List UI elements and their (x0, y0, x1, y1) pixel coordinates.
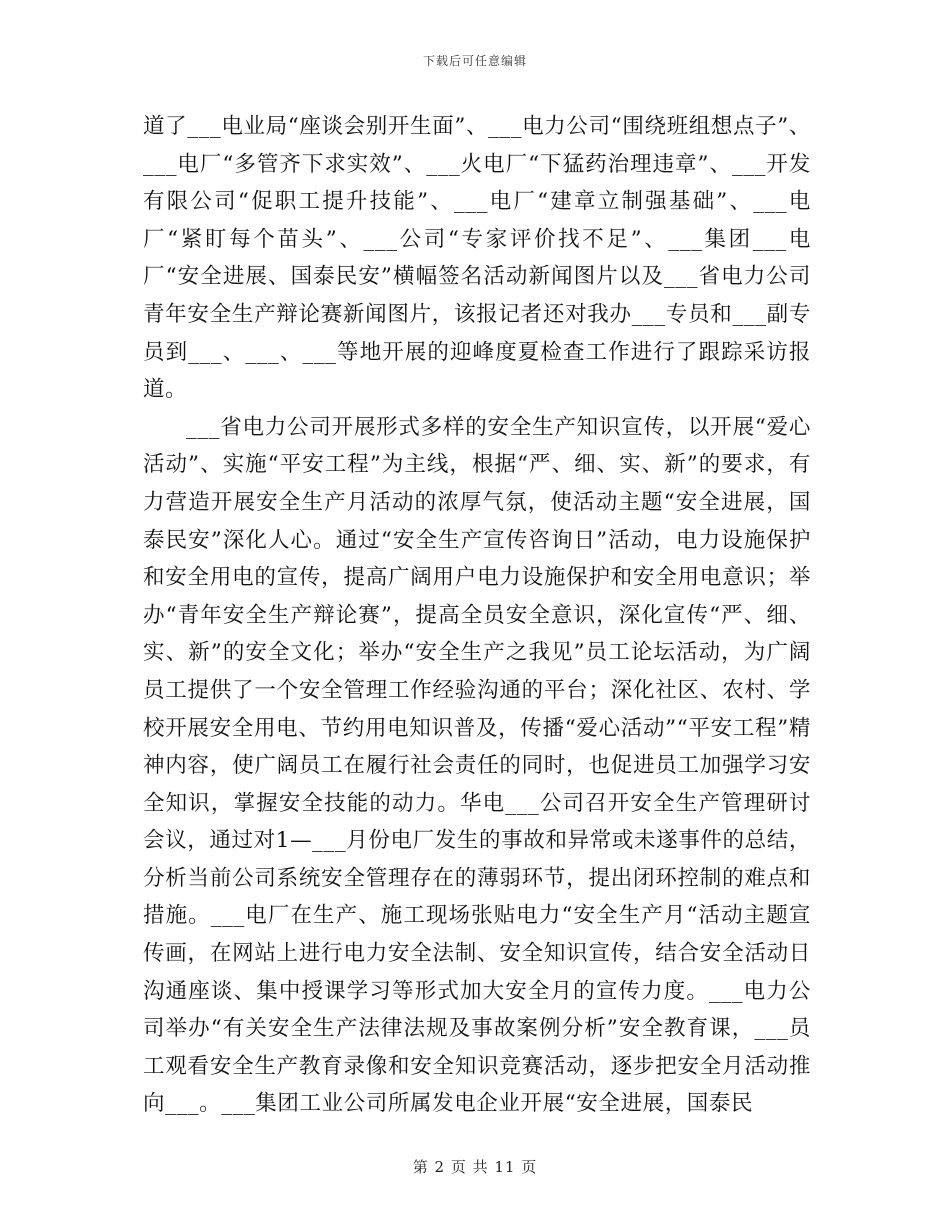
page-footer: 第 2 页 共 11 页 (412, 1158, 538, 1176)
paragraph-1: 道了___电业局“座谈会别开生面”、___电力公司“围绕班组想点子”、___电厂“多管齐下求实效”、___火电厂“下猛药治理违章”、___开发有限公司“促职工提升技能”、___电厂“建章立制强基础”、___电厂“紧盯每个苗头”、___公司“专家评价找不足”、___集团___电厂“安全进展、国泰民安”横幅签名活动新闻图片以及___省电力公司青年安全生产辩论赛新闻图片，该报记者还对我办___专员和___副专员到___、___、___等地开展的迎峰度夏检查工作进行了跟踪采访报道。 (143, 114, 811, 403)
page-header: 下载后可任意编辑 (422, 54, 527, 68)
paragraph-2: ___省电力公司开展形式多样的安全生产知识宣传，以开展“爱心活动”、实施“平安工程”为主线，根据“严、细、实、新”的要求，有力营造开展安全生产月活动的浓厚气氛，使活动主题“安全进展，国泰民安”深化人心。通过“安全生产宣传咨询日”活动，电力设施保护和安全用电的宣传，提高广阔用户电力设施保护和安全用电意识；举办“青年安全生产辩论赛”，提高全员安全意识，深化宣传“严、细、实、新”的安全文化；举办“安全生产之我见”员工论坛活动，为广阔员工提供了一个安全管理工作经验沟通的平台；深化社区、农村、学校开展安全用电、节约用电知识普及，传播“爱心活动”“平安工程”精神内容，使广阔员工在履行社会责任的同时，也促进员工加强学习安全知识，掌握安全技能的动力。华电___公司召开安全生产管理研讨会议，通过对1—___月份电厂发生的事故和异常或未遂事件的总结，分析当前公司系统安全管理存在的薄弱环节，提出闭环控制的难点和措施。___电厂在生产、施工现场张贴电力“安全生产月“活动主题宣传画，在网站上进行电力安全法制、安全知识宣传，结合安全活动日沟通座谈、集中授课学习等形式加大安全月的宣传力度。___电力公司举办“有关安全生产法律法规及事故案例分析”安全教育课，___员工观看安全生产教育录像和安全知识竞赛活动，逐步把安全月活动推向___。___集团工业公司所属发电企业开展“安全进展，国泰民 (143, 414, 811, 1117)
document-body (143, 108, 811, 1123)
